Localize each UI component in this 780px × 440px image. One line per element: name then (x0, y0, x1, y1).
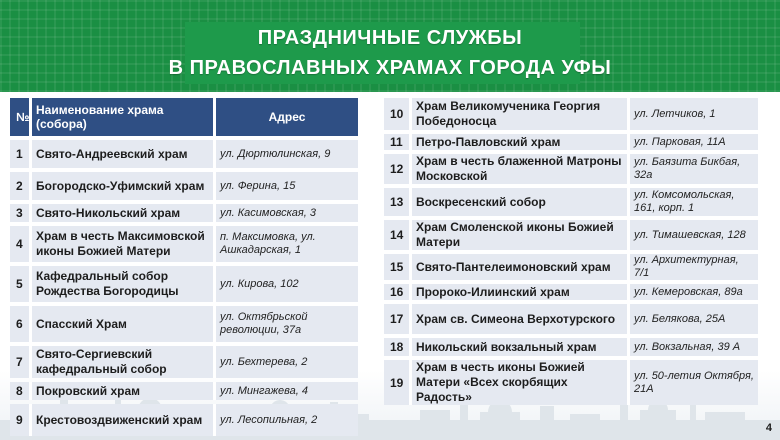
table-row (10, 140, 358, 168)
church-name: Воскресенский собор (412, 188, 630, 216)
church-name: Покровский храм (32, 382, 216, 400)
table-row (10, 226, 358, 262)
row-number: 7 (10, 346, 32, 378)
church-name: Спасский Храм (32, 306, 216, 342)
table-row (384, 254, 758, 280)
table-row (384, 188, 758, 216)
table-row (10, 382, 358, 400)
church-name: Свято-Сергиевский кафедральный собор (32, 346, 216, 378)
table-row (384, 134, 758, 150)
table-row (384, 154, 758, 184)
church-address: ул. Баязита Бикбая, 32а (630, 154, 758, 184)
church-name: Крестовоздвиженский храм (32, 404, 216, 436)
table-row (384, 304, 758, 334)
church-address: ул. Архитектурная, 7/1 (630, 254, 758, 280)
church-address: ул. Лесопильная, 2 (216, 404, 358, 436)
church-address: ул. Летчиков, 1 (630, 98, 758, 130)
row-number: 8 (10, 382, 32, 400)
row-number: 19 (384, 360, 412, 405)
church-address: ул. Ферина, 15 (216, 172, 358, 200)
church-name: Свято-Пантелеимоновский храм (412, 254, 630, 280)
church-name: Храм Великомученика Георгия Победоносца (412, 98, 630, 130)
page-title-line-1: ПРАЗДНИЧНЫЕ СЛУЖБЫ (257, 27, 523, 49)
row-number: 10 (384, 98, 412, 130)
row-number: 4 (10, 226, 32, 262)
row-number: 12 (384, 154, 412, 184)
row-number: 14 (384, 220, 412, 250)
church-address: ул. Кирова, 102 (216, 266, 358, 302)
church-address: ул. Касимовская, 3 (216, 204, 358, 222)
church-address: ул. Кемеровская, 89а (630, 284, 758, 300)
table-row (10, 306, 358, 342)
table-row (10, 346, 358, 378)
page-number: 4 (765, 422, 772, 434)
table-row (10, 404, 358, 436)
churches-table-right (384, 94, 758, 409)
row-number: 18 (384, 338, 412, 356)
church-address: ул. 50-летия Октября, 21А (630, 360, 758, 405)
table-row (384, 284, 758, 300)
church-address: ул. Тимашевская, 128 (630, 220, 758, 250)
table-row (384, 360, 758, 405)
church-name: Никольский вокзальный храм (412, 338, 630, 356)
church-address: ул. Вокзальная, 39 А (630, 338, 758, 356)
churches-table-left (10, 94, 358, 440)
church-address: п. Максимовка, ул. Ашкадарская, 1 (216, 226, 358, 262)
church-name: Свято-Никольский храм (32, 204, 216, 222)
table-row (10, 204, 358, 222)
church-address: ул. Белякова, 25А (630, 304, 758, 334)
row-number: 1 (10, 140, 32, 168)
church-address: ул. Мингажева, 4 (216, 382, 358, 400)
table-row (384, 220, 758, 250)
row-number: 6 (10, 306, 32, 342)
page-title-line-2: В ПРАВОСЛАВНЫХ ХРАМАХ ГОРОДА УФЫ (168, 57, 612, 79)
table-header-row (10, 98, 358, 136)
column-header-address: Адрес (216, 98, 358, 136)
church-name: Храм в честь Максимовской иконы Божией Матери (32, 226, 216, 262)
row-number: 13 (384, 188, 412, 216)
row-number: 3 (10, 204, 32, 222)
church-name: Храм св. Симеона Верхотурского (412, 304, 630, 334)
church-address: ул. Парковая, 11А (630, 134, 758, 150)
table-row (10, 172, 358, 200)
row-number: 16 (384, 284, 412, 300)
table-row (384, 98, 758, 130)
church-address: ул. Комсомольская, 161, корп. 1 (630, 188, 758, 216)
church-name: Пророко-Илиинский храм (412, 284, 630, 300)
church-name: Храм Смоленской иконы Божией Матери (412, 220, 630, 250)
church-address: ул. Дюртюлинская, 9 (216, 140, 358, 168)
row-number: 17 (384, 304, 412, 334)
church-name: Кафедральный собор Рождества Богородицы (32, 266, 216, 302)
table-row (10, 266, 358, 302)
row-number: 5 (10, 266, 32, 302)
church-name: Храм в честь иконы Божией Матери «Всех скорбящих Радость» (412, 360, 630, 405)
church-name: Храм в честь блаженной Матроны Московской (412, 154, 630, 184)
row-number: 9 (10, 404, 32, 436)
column-header-name: Наименование храма (собора) (32, 98, 216, 136)
table-row (384, 338, 758, 356)
church-name: Свято-Андреевский храм (32, 140, 216, 168)
row-number: 11 (384, 134, 412, 150)
church-address: ул. Бехтерева, 2 (216, 346, 358, 378)
row-number: 2 (10, 172, 32, 200)
row-number: 15 (384, 254, 412, 280)
column-header-number: № (10, 98, 32, 136)
church-address: ул. Октябрьской революции, 37а (216, 306, 358, 342)
church-name: Петро-Павловский храм (412, 134, 630, 150)
church-name: Богородско-Уфимский храм (32, 172, 216, 200)
